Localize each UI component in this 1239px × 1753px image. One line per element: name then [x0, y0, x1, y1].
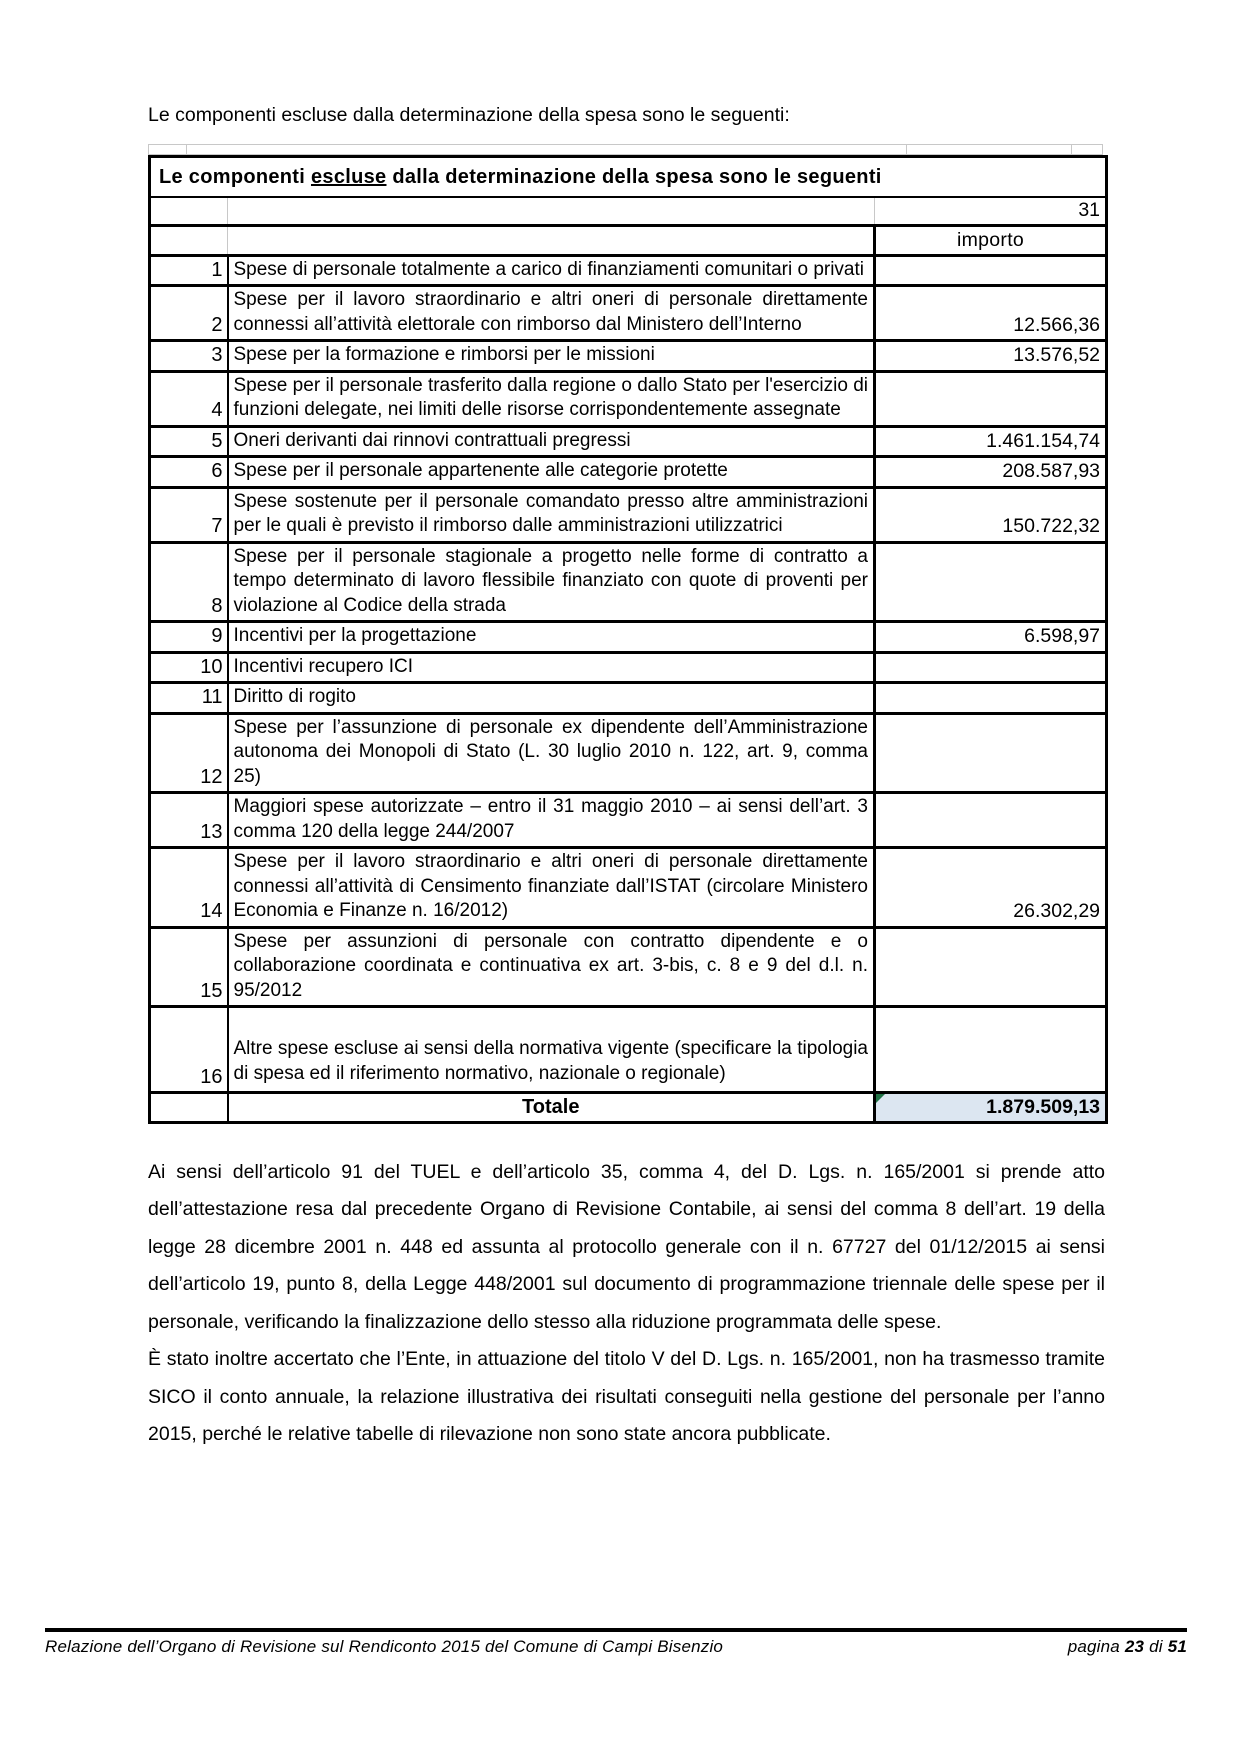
- row-amount: 1.461.154,74: [875, 426, 1107, 457]
- footer-page-total: 51: [1167, 1637, 1187, 1656]
- paragraph: È stato inoltre accertato che l’Ente, in attuazione del titolo V del D. Lgs. n. 165/2001, non ha trasmesso tramite SICO il conto annuale, la relazione illustrativa dei risultati conseguiti nella gestione del personale per l’anno 2015, perché le relative tabelle di rilevazione non sono state ancora pubblicate.: [148, 1348, 1105, 1445]
- amount-header-row: [150, 226, 1107, 256]
- row-number: 1: [150, 255, 228, 286]
- footer-page-number: [1068, 1637, 1187, 1657]
- footer-text-row: [45, 1632, 1187, 1657]
- body-paragraphs: [148, 1154, 1105, 1454]
- row-number: 3: [150, 341, 228, 372]
- exclusions-table-body: [150, 255, 1107, 1093]
- empty-cell: [150, 226, 228, 256]
- row-description: Spese sostenute per il personale comandato presso altre amministrazioni per le quali è previsto il rimborso dalle amministrazioni utilizzatrici: [228, 487, 875, 542]
- intro-line: Le componenti escluse dalla determinazione della spesa sono le seguenti:: [148, 104, 790, 126]
- row-amount: 13.576,52: [875, 341, 1107, 372]
- row-number: 12: [150, 713, 228, 793]
- exclusion-row: [150, 371, 1107, 426]
- exclusions-table: [148, 155, 1108, 1124]
- grid-divider: [186, 145, 187, 154]
- table-title-post: dalla determinazione della spesa sono le seguenti: [386, 166, 882, 188]
- row-description: Spese per il personale trasferito dalla regione o dallo Stato per l'esercizio di funzioni delegate, nei limiti delle risorse corrispondentemente assegnate: [228, 371, 875, 426]
- row-number: 2: [150, 286, 228, 341]
- table-title-row: [150, 157, 1107, 197]
- row-amount: [875, 371, 1107, 426]
- row-description: Incentivi recupero ICI: [228, 652, 875, 683]
- row-number: 4: [150, 371, 228, 426]
- row-number: 8: [150, 542, 228, 622]
- row-number: 15: [150, 927, 228, 1007]
- exclusion-row: [150, 286, 1107, 341]
- row-number: 7: [150, 487, 228, 542]
- grid-divider: [906, 145, 907, 154]
- row-amount: [875, 713, 1107, 793]
- paragraph: Ai sensi dell’articolo 91 del TUEL e dell’articolo 35, comma 4, del D. Lgs. n. 165/2001 si prende atto dell’attestazione resa dal precedente Organo di Revisione Contabile, ai sensi del comma 8 dell’art. 19 della legge 28 dicembre 2001 n. 448 ed assunta al protocollo generale con il n. 67727 del 01/12/2015 ai sensi dell’articolo 19, punto 8, della Legge 448/2001 sul documento di programmazione triennale delle spese per il personale, verificando la finalizzazione dello stesso alla riduzione programmata delle spese.: [148, 1160, 1105, 1333]
- row-description: Spese per il personale stagionale a progetto nelle forme di contratto a tempo determinato di lavoro flessibile finanziato con quote di proventi per violazione al Codice della strada: [228, 542, 875, 622]
- exclusion-row: [150, 683, 1107, 714]
- exclusion-row: [150, 341, 1107, 372]
- row-amount: [875, 542, 1107, 622]
- row-number: 10: [150, 652, 228, 683]
- row-description: Spese per assunzioni di personale con contratto dipendente e o collaborazione coordinata e continuativa ex art. 3-bis, c. 8 e 9 del d.l. n. 95/2012: [228, 927, 875, 1007]
- exclusion-row: [150, 793, 1107, 848]
- row-description: Spese per l’assunzione di personale ex dipendente dell’Amministrazione autonoma dei Monopoli di Stato (L. 30 luglio 2010 n. 122, art. 9, comma 25): [228, 713, 875, 793]
- row-description: Spese per il lavoro straordinario e altri oneri di personale direttamente connessi all’attività di Censimento finanziate dall’ISTAT (circolare Ministero Economia e Finanze n. 16/2012): [228, 848, 875, 928]
- footer-page-current: 23: [1124, 1637, 1145, 1656]
- exclusion-row: [150, 713, 1107, 793]
- exclusion-row: [150, 426, 1107, 457]
- empty-cell: [150, 1093, 228, 1123]
- exclusion-row: [150, 927, 1107, 1007]
- row-amount: [875, 652, 1107, 683]
- row-number: 11: [150, 683, 228, 714]
- row-description: Spese per la formazione e rimborsi per le missioni: [228, 341, 875, 372]
- row-amount: [875, 1007, 1107, 1093]
- empty-cell: [228, 226, 875, 256]
- footer-page-separator: di: [1144, 1637, 1168, 1656]
- row-description: Incentivi per la progettazione: [228, 622, 875, 653]
- row-description: Spese per il personale appartenente alle categorie protette: [228, 457, 875, 488]
- row-amount: 6.598,97: [875, 622, 1107, 653]
- exclusion-row: [150, 622, 1107, 653]
- total-row: [150, 1093, 1107, 1123]
- grid-divider: [1071, 145, 1072, 154]
- row-number: 16: [150, 1007, 228, 1093]
- row-number: 9: [150, 622, 228, 653]
- row-amount: [875, 683, 1107, 714]
- row-amount: 26.302,29: [875, 848, 1107, 928]
- table-title-underlined: escluse: [310, 166, 387, 188]
- excel-grid-artifact: [148, 144, 1103, 155]
- corner-value: 31: [875, 197, 1107, 226]
- exclusion-row: [150, 457, 1107, 488]
- row-description: Oneri derivanti dai rinnovi contrattuali pregressi: [228, 426, 875, 457]
- row-amount: [875, 793, 1107, 848]
- total-label: Totale: [228, 1093, 875, 1123]
- row-amount: [875, 927, 1107, 1007]
- row-number: 6: [150, 457, 228, 488]
- empty-cell: [228, 197, 875, 226]
- footer-document-title: Relazione dell’Organo di Revisione sul Rendiconto 2015 del Comune di Campi Bisenzio: [45, 1637, 724, 1656]
- row-description: Maggiori spese autorizzate – entro il 31 maggio 2010 – ai sensi dell’art. 3 comma 120 della legge 244/2007: [228, 793, 875, 848]
- row-number: 5: [150, 426, 228, 457]
- exclusion-row: [150, 1007, 1107, 1093]
- exclusion-row: [150, 542, 1107, 622]
- total-amount: 1.879.509,13: [986, 1096, 1101, 1118]
- corner-value-row: [150, 197, 1107, 226]
- row-description: Spese per il lavoro straordinario e altri oneri di personale direttamente connessi all’attività elettorale con rimborso dal Ministero dell’Interno: [228, 286, 875, 341]
- row-number: 14: [150, 848, 228, 928]
- row-description: Diritto di rogito: [228, 683, 875, 714]
- row-amount: 150.722,32: [875, 487, 1107, 542]
- row-description: Altre spese escluse ai sensi della normativa vigente (specificare la tipologia di spesa ed il riferimento normativo, nazionale o regionale): [228, 1007, 875, 1093]
- row-number: 13: [150, 793, 228, 848]
- amount-column-header: importo: [875, 226, 1107, 256]
- page-footer: [45, 1628, 1187, 1657]
- row-amount: 12.566,36: [875, 286, 1107, 341]
- exclusion-row: [150, 255, 1107, 286]
- total-amount-cell: [875, 1093, 1107, 1123]
- cell-comment-marker-icon: [876, 1094, 885, 1103]
- exclusion-row: [150, 848, 1107, 928]
- exclusion-row: [150, 487, 1107, 542]
- row-description: Spese di personale totalmente a carico di finanziamenti comunitari o privati: [228, 255, 875, 286]
- row-amount: [875, 255, 1107, 286]
- footer-page-word: pagina: [1067, 1637, 1125, 1656]
- table-title: [150, 157, 1107, 197]
- exclusion-row: [150, 652, 1107, 683]
- row-amount: 208.587,93: [875, 457, 1107, 488]
- empty-cell: [150, 197, 228, 226]
- table-title-pre: Le componenti: [159, 166, 311, 188]
